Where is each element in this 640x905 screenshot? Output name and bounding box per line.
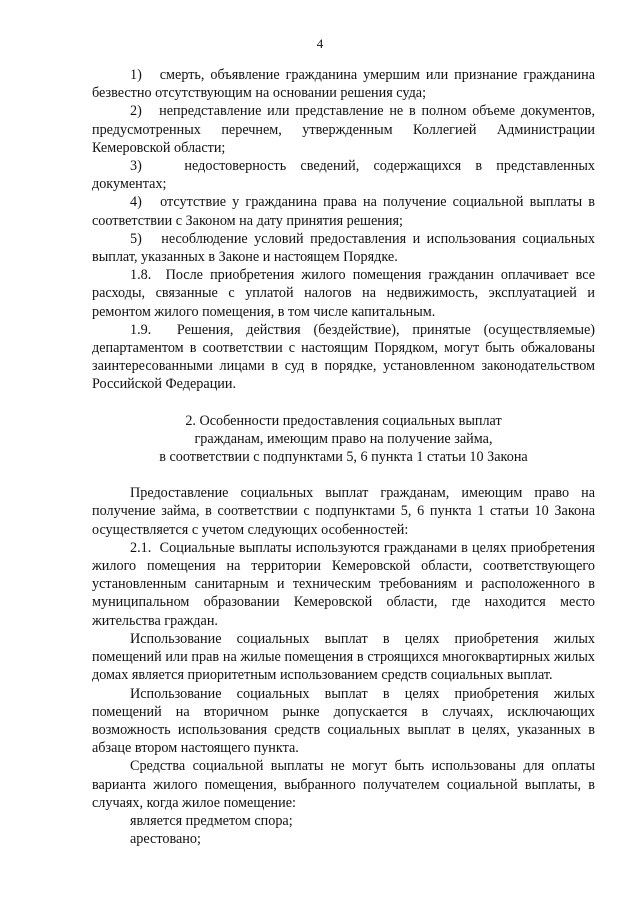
section-2-heading xyxy=(92,412,595,467)
restriction-case-2: арестовано; xyxy=(130,831,201,848)
clause-1-9: 1.9. Решения, действия (бездействие), принятые (осуществляемые) департаментом в соответствии с настоящим Порядком, могут быть обжалованы заинтересованными лицами в суд в порядке, установленном законодательством Российской Федерации. xyxy=(92,321,595,393)
list-item-3: 3) недостоверность сведений, содержащихся в представленных документах; xyxy=(92,158,595,193)
paragraph-secondary-market: Использование социальных выплат в целях приобретения жилых помещений на вторичном рынке допускается в случаях, исключающих возможность использования средств социальных выплат в целях, указанных в абзаце втором настоящего пункта. xyxy=(92,685,595,757)
page-number: 4 xyxy=(316,36,324,51)
list-item-2: 2) непредставление или представление не в полном объеме документов, предусмотренных перечнем, утвержденным Коллегией Администрации Кемеровской области; xyxy=(92,103,595,156)
clause-2-1: 2.1. Социальные выплаты используются гражданами в целях приобретения жилого помещения на территории Кемеровской области, соответствующего установленным санитарным и техническим требованиям и расположенного в муниципальном образовании Кемеровской области, где находится место жительства граждан. xyxy=(92,539,595,629)
list-item-1: 1) смерть, объявление гражданина умершим или признание гражданина безвестно отсутствующим на основании решения суда; xyxy=(92,67,595,102)
section-2-heading-line-3: в соответствии с подпунктами 5, 6 пункта 1 статьи 10 Закона xyxy=(159,449,528,466)
clause-1-8: 1.8. После приобретения жилого помещения гражданин оплачивает все расходы, связанные с уплатой налогов на недвижимость, эксплуатацией и ремонтом жилого помещения, в том числе капитальным. xyxy=(92,267,595,320)
section-2-heading-line-1: 2. Особенности предоставления социальных выплат xyxy=(185,412,502,429)
section-2-heading-line-2: гражданам, имеющим право на получение займа, xyxy=(194,430,493,447)
list-item-4: 4) отсутствие у гражданина права на получение социальной выплаты в соответствии с Законом на дату принятия решения; xyxy=(92,194,595,229)
document-body xyxy=(92,66,595,848)
section-2-intro: Предоставление социальных выплат гражданам, имеющим право на получение займа, в соответствии с подпунктами 5, 6 пункта 1 статьи 10 Закона осуществляется с учетом следующих особенностей: xyxy=(92,485,595,538)
paragraph-funds-restriction: Средства социальной выплаты не могут быть использованы для оплаты варианта жилого помещения, выбранного получателем социальной выплаты, в случаях, когда жилое помещение: xyxy=(92,758,595,811)
list-item-5: 5) несоблюдение условий предоставления и использования социальных выплат, указанных в Законе и настоящем Порядке. xyxy=(92,230,595,266)
paragraph-priority-use: Использование социальных выплат в целях приобретения жилых помещений или прав на жилые помещения в строящихся многоквартирных жилых домах является приоритетным использованием средств социальных выплат. xyxy=(92,630,595,684)
restriction-case-1: является предметом спора; xyxy=(130,812,293,829)
